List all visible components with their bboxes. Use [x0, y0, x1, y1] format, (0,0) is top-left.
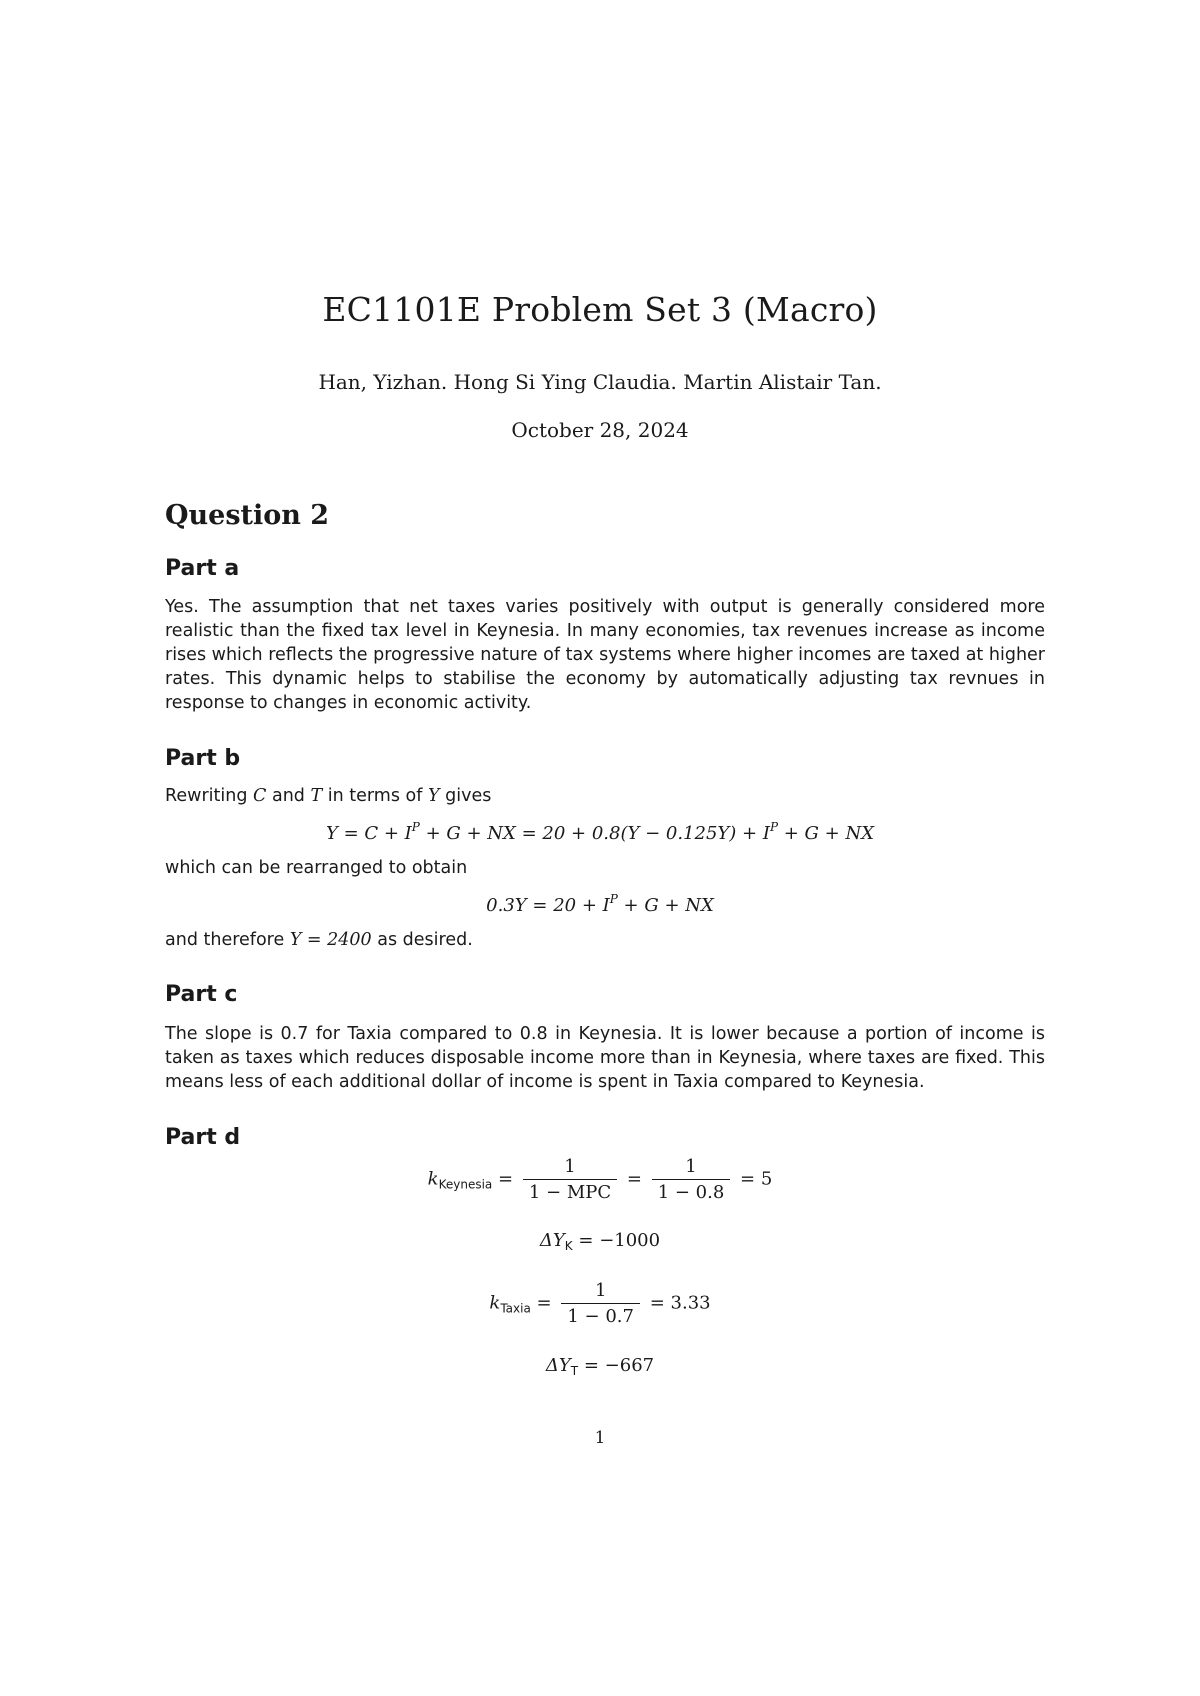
delta-y-k-equation	[0, 1230, 1200, 1253]
fraction-2-denominator: 1 − 0.8	[657, 1182, 725, 1203]
intro-and: and	[271, 786, 305, 806]
question-heading: Question 2	[165, 500, 330, 531]
fraction-3-denominator: 1 − 0.7	[567, 1306, 634, 1327]
var-t: T	[310, 786, 323, 806]
part-d-heading: Part d	[165, 1125, 241, 1150]
var-c: C	[253, 786, 267, 806]
delta-y-t-equation	[0, 1355, 1200, 1378]
equals-sign: =	[536, 1292, 552, 1314]
delta-y-k-subscript: K	[564, 1239, 573, 1253]
part-b-rearranged: which can be rearranged to obtain	[165, 858, 468, 878]
delta-y-t-subscript: T	[570, 1364, 579, 1378]
part-b-heading: Part b	[165, 746, 241, 771]
part-c-heading: Part c	[165, 982, 238, 1007]
fraction-3	[561, 1280, 640, 1327]
k-keynesia-equation	[0, 1156, 1200, 1203]
k-taxia-value: = 3.33	[649, 1292, 711, 1314]
delta-y-k-value: = −1000	[578, 1230, 661, 1251]
intro-end: gives	[445, 786, 492, 806]
k-taxia-symbol: k	[489, 1292, 501, 1314]
eq1-superscript-2: P	[769, 820, 779, 834]
eq1-superscript: P	[411, 820, 420, 834]
delta-y-k-symbol: ΔY	[539, 1230, 565, 1251]
delta-y-t-symbol: ΔY	[545, 1355, 571, 1376]
k-taxia-subscript: Taxia	[500, 1301, 531, 1316]
authors-line: Han, Yizhan. Hong Si Ying Claudia. Martin Alistair Tan.	[318, 370, 882, 394]
eq1-lhs: Y = C + I	[325, 823, 412, 844]
fraction-2-numerator: 1	[652, 1156, 731, 1180]
equation-1	[0, 820, 1200, 844]
part-b-intro	[165, 786, 491, 806]
fraction-1-denominator: 1 − MPC	[528, 1182, 612, 1203]
equals-sign: =	[626, 1168, 642, 1190]
k-keynesia-value: = 5	[740, 1168, 773, 1190]
fraction-1-numerator: 1	[523, 1156, 617, 1180]
k-keynesia-subscript: Keynesia	[438, 1177, 493, 1192]
fraction-2	[652, 1156, 731, 1203]
eq2-end: + G + NX	[617, 895, 714, 916]
k-taxia-equation	[0, 1280, 1200, 1327]
eq2-superscript: P	[609, 892, 618, 906]
fraction-1	[523, 1156, 617, 1203]
therefore-post: as desired.	[377, 930, 473, 950]
fraction-3-numerator: 1	[561, 1280, 640, 1304]
part-a-heading: Part a	[165, 556, 240, 581]
eq1-end: + G + NX	[778, 823, 875, 844]
therefore-eq: Y = 2400	[289, 930, 372, 950]
document-date: October 28, 2024	[511, 418, 689, 442]
var-y: Y	[427, 786, 440, 806]
delta-y-t-value: = −667	[583, 1355, 655, 1376]
document-title: EC1101E Problem Set 3 (Macro)	[322, 290, 878, 329]
part-a-text: Yes. The assumption that net taxes varies positively with output is generally considered more realistic than the fixed tax level in Keynesia. In many economies, tax revenues increase as income rises which reflects the progressive nature of tax systems where higher incomes are taxed at higher rates. This dynamic helps to stabilise the economy by automatically adjusting tax revnues in response to changes in economic activity.	[165, 597, 1045, 713]
eq2-lhs: 0.3Y = 20 + I	[486, 895, 610, 916]
k-keynesia-symbol: k	[427, 1168, 439, 1190]
part-b-conclusion	[165, 930, 473, 950]
part-c-text: The slope is 0.7 for Taxia compared to 0.8 in Keynesia. It is lower because a portion of income is taken as taxes which reduces disposable income more than in Keynesia, where taxes are fixed. This means less of each additional dollar of income is spent in Taxia compared to Keynesia.	[165, 1024, 1045, 1092]
equals-sign: =	[498, 1168, 514, 1190]
intro-tail: in terms of	[327, 786, 423, 806]
eq1-mid: + G + NX = 20 + 0.8(Y − 0.125Y) + I	[419, 823, 770, 844]
therefore-pre: and therefore	[165, 930, 285, 950]
page-number: 1	[594, 1428, 606, 1448]
intro-text: Rewriting	[165, 786, 248, 806]
equation-2	[0, 892, 1200, 916]
